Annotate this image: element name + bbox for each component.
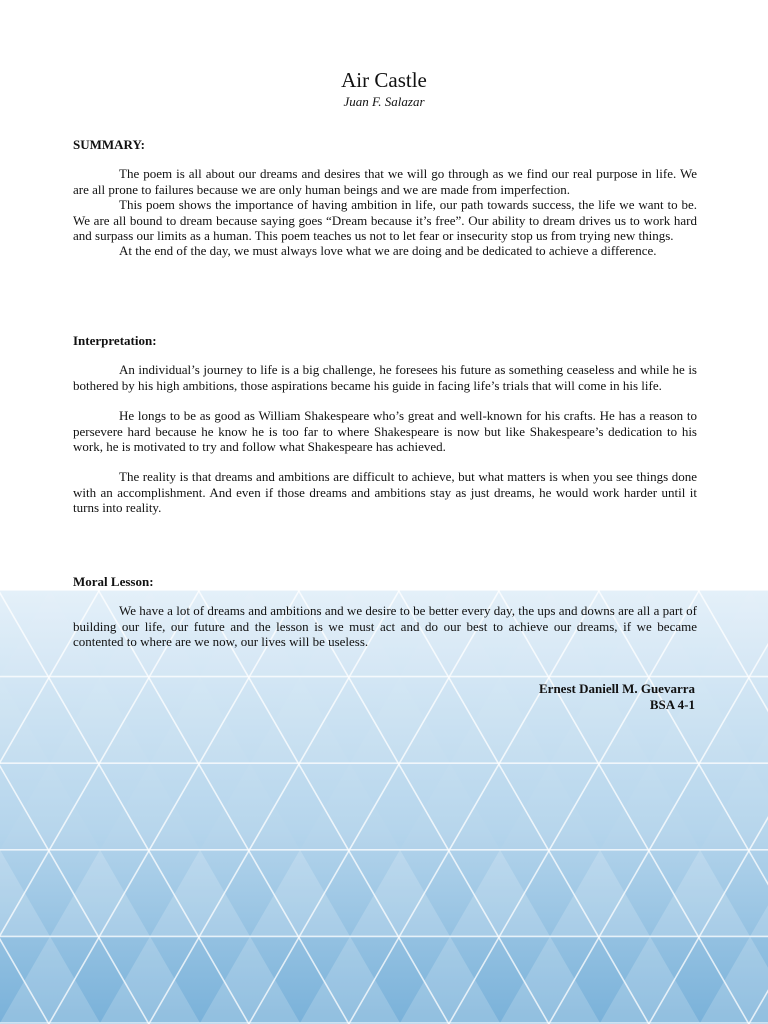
summary-paragraph: The poem is all about our dreams and desires that we will go through as we find our real purpose in life. We are all prone to failures because we are only human beings and we are made from imperfection.	[73, 166, 697, 197]
summary-section	[73, 137, 697, 259]
interpretation-paragraph: An individual’s journey to life is a big challenge, he foresees his future as something ceaseless and while he is bothered by his high ambitions, those aspirations became his guide in facing life’s trials that will come in his life.	[73, 362, 697, 393]
summary-paragraph: At the end of the day, we must always love what we are doing and be dedicated to achieve a difference.	[119, 243, 657, 259]
interpretation-paragraph: He longs to be as good as William Shakespeare who’s great and well-known for his crafts. He has a reason to persevere hard because he know he is too far to where Shakespeare is now but like Shakespeare’s dedication to his work, he is motivated to try and follow what Shakespeare has achieved.	[73, 408, 697, 455]
moral-lesson-section	[73, 574, 697, 650]
signature-block	[539, 681, 695, 713]
interpretation-section	[73, 333, 697, 516]
moral-lesson-paragraph: We have a lot of dreams and ambitions and we desire to be better every day, the ups and downs are all a part of building our life, our future and the lesson is we must act and do our best to achieve our dreams, if we became contented to where are we now, our lives will be useless.	[73, 603, 697, 650]
summary-heading: SUMMARY:	[73, 137, 146, 152]
summary-paragraph: This poem shows the importance of having ambition in life, our path towards success, the life we want to be. We are all bound to dream because saying goes “Dream because it’s free”. Our ability to dream drives us to work hard and surpass our limits as a human. This poem teaches us not to let fear or insecurity stop us from trying new things.	[73, 197, 697, 244]
interpretation-paragraph: The reality is that dreams and ambitions are difficult to achieve, but what matters is when you see things done with an accomplishment. And even if those dreams and ambitions stay as just dreams, he would work harder until it turns into reality.	[73, 469, 697, 516]
poem-title: Air Castle	[341, 68, 427, 92]
signature-name: Ernest Daniell M. Guevarra	[539, 681, 695, 696]
moral-lesson-heading: Moral Lesson:	[73, 574, 154, 589]
interpretation-heading: Interpretation:	[73, 333, 157, 348]
signature-course: BSA 4-1	[649, 697, 695, 712]
poem-author: Juan F. Salazar	[343, 94, 425, 109]
